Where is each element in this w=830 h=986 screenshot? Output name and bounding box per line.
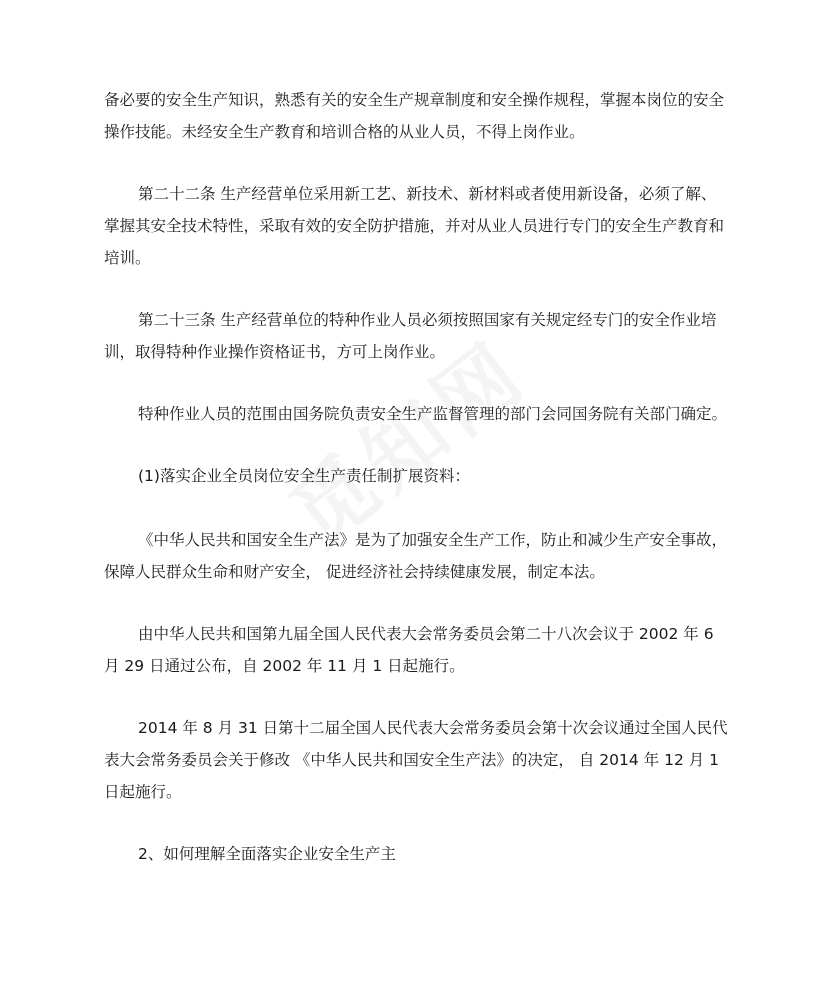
paragraph-special-operators: 特种作业人员的范围由国务院负责安全生产监督管理的部门会同国务院有关部门确定。 — [138, 405, 728, 423]
paragraph-heading-extension: (1)落实企业全员岗位安全生产责任制扩展资料： — [138, 467, 470, 485]
paragraph-law-amendment: 2014 年 8 月 31 日第十二届全国人民代表大会常务委员会第十次会议通过全国人民代表大会常务委员会关于修改 《中华人民共和国安全生产法》的决定， 自 2014 年 12 月 1 日起施行。 — [104, 719, 728, 801]
paragraph-law-enactment: 由中华人民共和国第九届全国人民代表大会常务委员会第二十八次会议于 2002 年 6 月 29 日通过公布，自 2002 年 11 月 1 日起施行。 — [104, 625, 714, 675]
paragraph-continuation: 备必要的安全生产知识，熟悉有关的安全生产规章制度和安全操作规程，掌握本岗位的安全操作技能。未经安全生产教育和培训合格的从业人员，不得上岗作业。 — [104, 91, 725, 141]
paragraph-law-purpose: 《中华人民共和国安全生产法》是为了加强安全生产工作，防止和减少生产安全事故，保障人民群众生命和财产安全， 促进经济社会持续健康发展，制定本法。 — [104, 531, 728, 581]
paragraph-section-2: 2、如何理解全面落实企业安全生产主 — [138, 845, 396, 863]
paragraph-article-23: 第二十三条 生产经营单位的特种作业人员必须按照国家有关规定经专门的安全作业培训，取得特种作业操作资格证书，方可上岗作业。 — [104, 311, 717, 361]
paragraph-article-22: 第二十二条 生产经营单位采用新工艺、新技术、新材料或者使用新设备，必须了解、掌握其安全技术特性，采取有效的安全防护措施，并对从业人员进行专门的安全生产教育和培训。 — [104, 185, 725, 267]
